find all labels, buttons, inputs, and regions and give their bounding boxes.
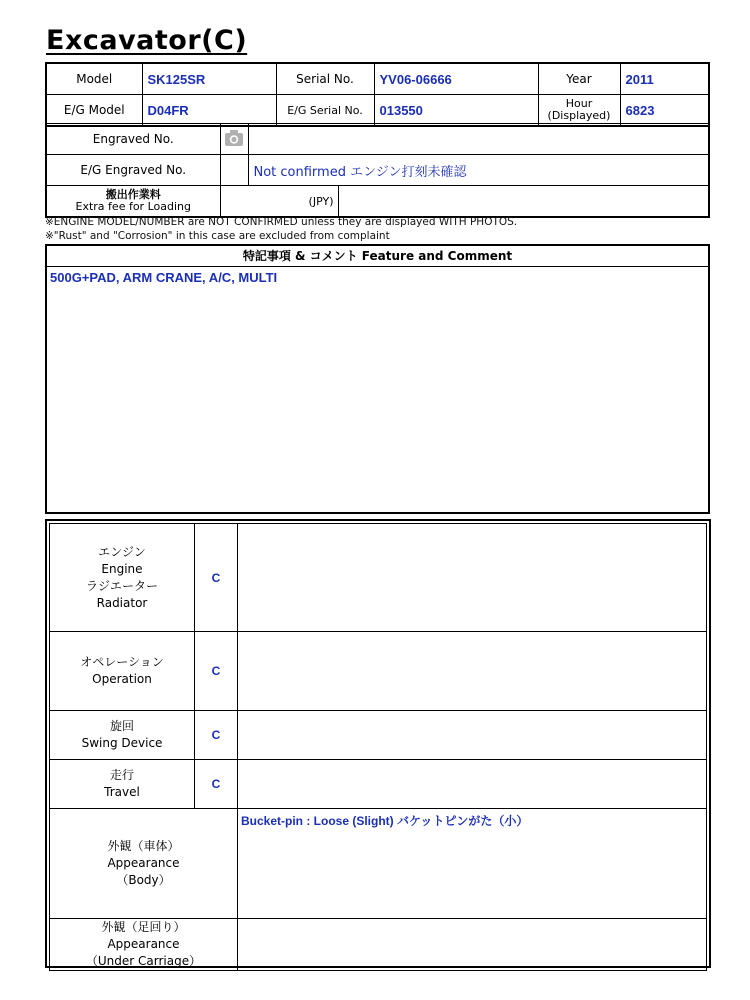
inspection-label-line: Radiator [96, 595, 148, 610]
engraved-value [248, 124, 709, 155]
inspection-row [50, 524, 707, 632]
inspection-comment [238, 919, 707, 971]
eg-serial-label: E/G Serial No. [276, 95, 374, 127]
hour-label-line2: (Displayed) [547, 109, 611, 122]
inspection-comment: Bucket-pin : Loose (Slight) バケットピンがた（小） [238, 809, 707, 919]
inspection-label-line: 走行 [109, 768, 134, 782]
model-value: SK125SR [142, 63, 276, 95]
inspection-grade: C [195, 524, 238, 632]
fee-value [338, 186, 709, 218]
eg-engraved-value: Not confirmed エンジン打刻未確認 [248, 155, 709, 186]
inspection-label [50, 632, 195, 711]
page-title: Excavator(C) [46, 25, 248, 56]
inspection-box [45, 519, 711, 968]
inspection-label-line: オペレーション [80, 655, 164, 669]
inspection-label-line: エンジン [98, 544, 146, 559]
inspection-label-line: Operation [92, 672, 152, 686]
inspection-label-line: 外観（車体） [107, 839, 180, 853]
feature-comment-box [45, 244, 710, 514]
inspection-label-line: Engine [101, 561, 143, 576]
inspection-label-line: Appearance [107, 937, 180, 951]
inspection-table [49, 523, 707, 971]
note-engine: ※ENGINE MODEL/NUMBER are NOT CONFIRMED unless they are displayed WITH PHOTOS. [45, 216, 518, 228]
engraved-table [45, 123, 710, 218]
feature-text: 500G+PAD, ARM CRANE, A/C, MULTI [50, 270, 278, 285]
inspection-label [50, 919, 238, 971]
inspection-grade: C [195, 711, 238, 760]
year-label: Year [538, 63, 620, 95]
serial-label: Serial No. [276, 63, 374, 95]
fee-label [46, 186, 220, 218]
inspection-label [50, 711, 195, 760]
fee-unit: (JPY) [220, 186, 338, 218]
eg-engraved-photo-cell [220, 155, 248, 186]
eg-model-label: E/G Model [46, 95, 142, 127]
serial-value: YV06-06666 [374, 63, 538, 95]
engraved-label: Engraved No. [46, 124, 220, 155]
camera-cell[interactable] [220, 124, 248, 155]
fee-label-en: Extra fee for Loading [75, 200, 191, 213]
hour-label-line1: Hour [565, 97, 593, 110]
inspection-row [50, 711, 707, 760]
hour-value: 6823 [620, 95, 709, 127]
inspection-label-line: Appearance [107, 856, 180, 870]
inspection-label-line: （Under Carriage） [85, 954, 202, 968]
year-value: 2011 [620, 63, 709, 95]
inspection-label-line: ラジエーター [85, 578, 158, 593]
inspection-label-line: 外観（足回り） [101, 920, 186, 934]
fee-label-jp: 搬出作業料 [105, 188, 161, 201]
inspection-label-line: （Body） [116, 873, 171, 887]
inspection-grade: C [195, 632, 238, 711]
inspection-grade: C [195, 760, 238, 809]
inspection-label-line: 旋回 [109, 719, 134, 733]
inspection-comment [238, 760, 707, 809]
model-label: Model [46, 63, 142, 95]
inspection-row [50, 632, 707, 711]
inspection-label [50, 524, 195, 632]
header-table [45, 62, 710, 127]
hour-label [538, 95, 620, 127]
eg-model-value: D04FR [142, 95, 276, 127]
inspection-row [50, 760, 707, 809]
note-rust: ※"Rust" and "Corrosion" in this case are excluded from complaint [45, 230, 390, 242]
inspection-label [50, 809, 238, 919]
inspection-row [50, 919, 707, 971]
camera-icon[interactable] [223, 127, 245, 149]
eg-engraved-label: E/G Engraved No. [46, 155, 220, 186]
inspection-label-line: Swing Device [81, 736, 163, 750]
inspection-label [50, 760, 195, 809]
inspection-comment [238, 524, 707, 632]
eg-serial-value: 013550 [374, 95, 538, 127]
feature-heading: 特記事項 & コメント Feature and Comment [47, 246, 708, 267]
inspection-comment [238, 711, 707, 760]
inspection-comment [238, 632, 707, 711]
inspection-row [50, 809, 707, 919]
inspection-label-line: Travel [104, 785, 140, 799]
